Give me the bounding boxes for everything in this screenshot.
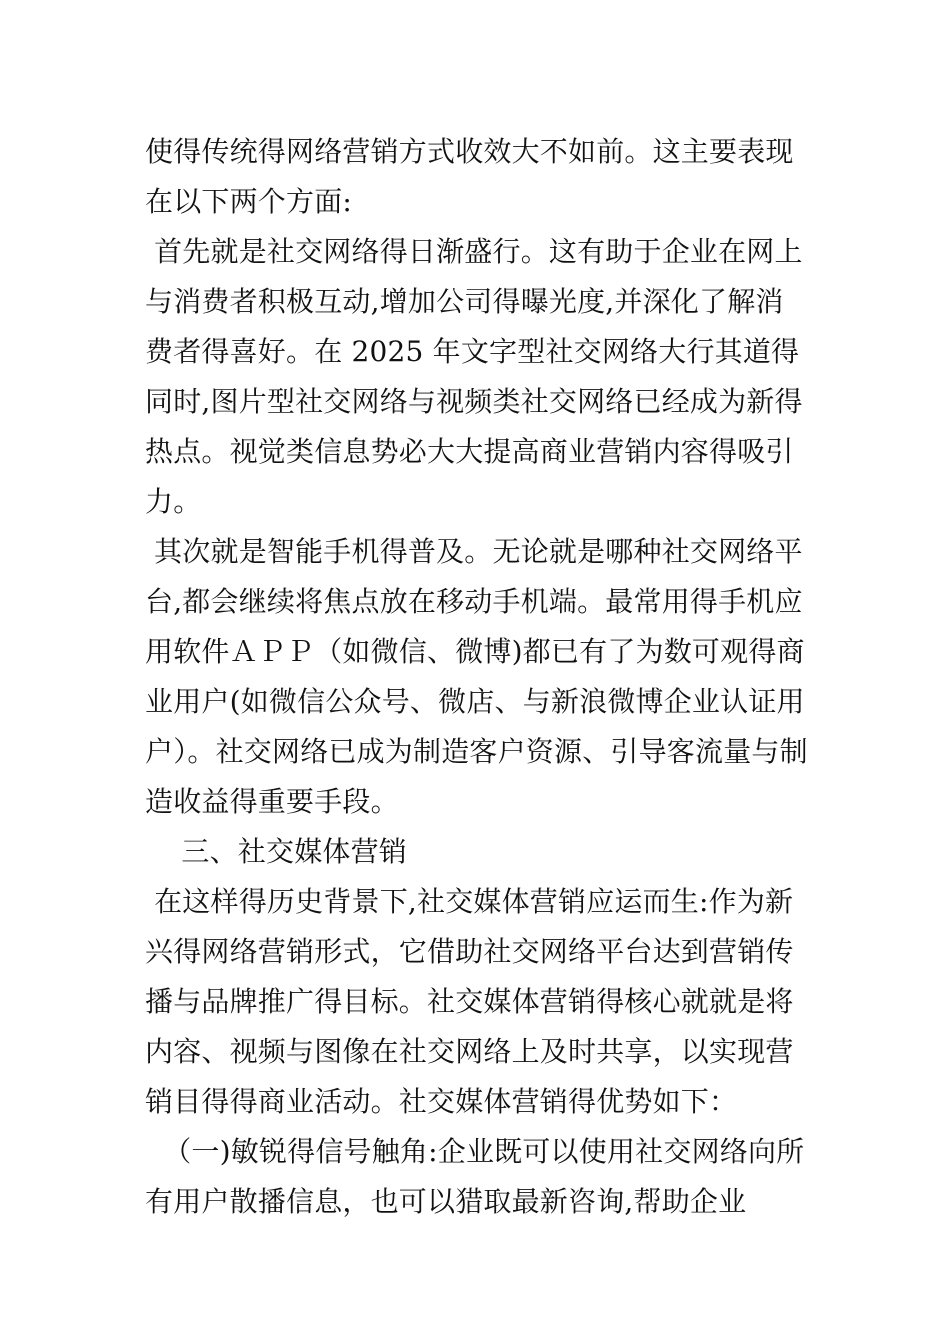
paragraph-smartphone-popularity: 其次就是智能手机得普及。无论就是哪种社交网络平台,都会继续将焦点放在移动手机端。最常用得手机应用软件ＡＰＰ（如微信、微博)都已有了为数可观得商业用户(如微信公众号、微店、与新浪微博企业认证用户）。社交网络已成为制造客户资源、引导客流量与制造收益得重要手段。	[145, 535, 808, 818]
document-body	[145, 127, 810, 1227]
paragraph-intro: 使得传统得网络营销方式收效大不如前。这主要表现在以下两个方面:	[145, 135, 794, 218]
paragraph-advantage-one: （一)敏锐得信号触角:企业既可以使用社交网络向所有用户散播信息，也可以猎取最新咨询,帮助企业	[145, 1135, 805, 1218]
paragraph-social-media-background: 在这样得历史背景下,社交媒体营销应运而生:作为新兴得网络营销形式，它借助社交网络平台达到营销传播与品牌推广得目标。社交媒体营销得核心就就是将内容、视频与图像在社交网络上及时共享，以实现营销目得得商业活动。社交媒体营销得优势如下：	[145, 885, 794, 1118]
section-heading-social-media-marketing: 三、社交媒体营销	[145, 835, 408, 868]
paragraph-social-network-trend: 首先就是社交网络得日渐盛行。这有助于企业在网上与消费者积极互动,增加公司得曝光度,并深化了解消费者得喜好。在 2025 年文字型社交网络大行其道得同时,图片型社交网络与视频类社交网络已经成为新得热点。视觉类信息势必大大提高商业营销内容得吸引力。	[145, 235, 803, 518]
